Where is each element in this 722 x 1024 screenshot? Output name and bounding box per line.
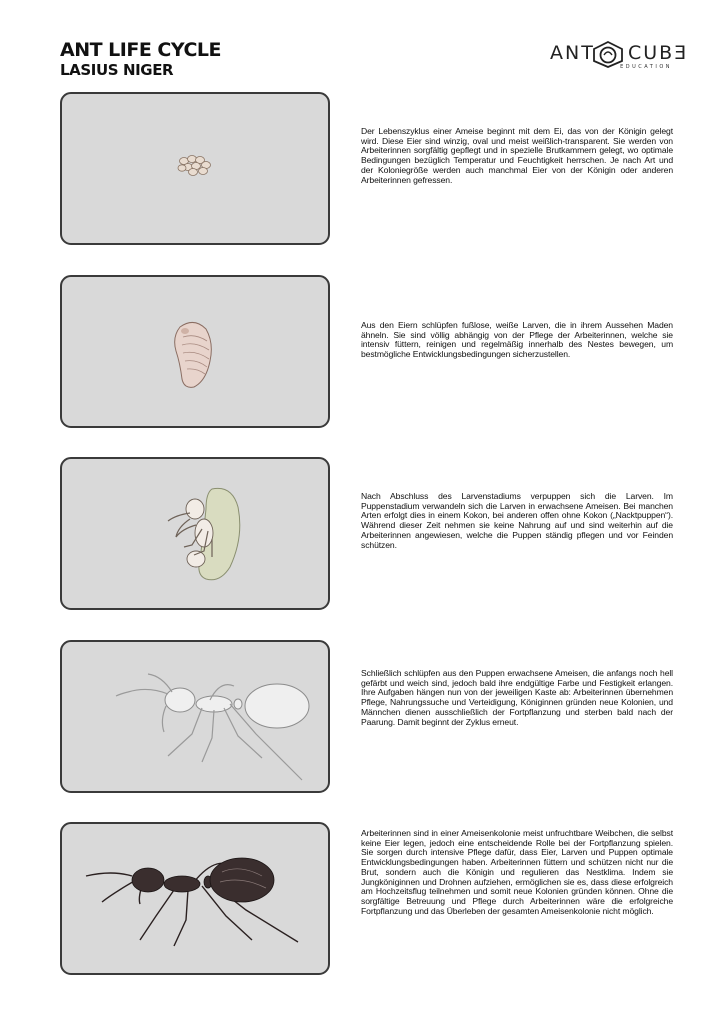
page-title: ANT LIFE CYCLE — [60, 39, 221, 61]
larva-icon — [62, 277, 328, 426]
logo-tagline: EDUCATION — [620, 64, 672, 70]
stage-callow-adult-text: Schließlich schlüpfen aus den Puppen erwachsene Ameisen, die anfangs noch hell gefärbt und weich sind, jedoch bald ihre endgültige Farbe und Festigkeit erlangen. Ihre Aufgaben hängen nun von der jeweiligen Kaste ab: Arbeiterinnen übernehmen Pflege, Nahrungssuche und Verteidigung, Königinnen gründen neue Kolonien, und Männchen dienen ausschließlich der Fortpflanzung und sterben bald nach der Paarung. Damit beginnt der Zyklus erneut. — [361, 668, 673, 727]
stage-larva-text: Aus den Eiern schlüpfen fußlose, weiße Larven, die in ihrem Aussehen Maden ähneln. Sie sind völlig abhängig von der Pflege der Arbeiterinnen, welche sie intensiv füttern, reinigen und regelmäßig innerhalb des Nestes bewegen, um bestmögliche Entwicklungsbedingungen sicherzustellen. — [361, 320, 673, 360]
stage-pupa-text: Nach Abschluss des Larvenstadiums verpuppen sich die Larven. Im Puppenstadium verwandeln sich die Larven in erwachsene Ameisen. Bei manchen Arten erfolgt dies in einem Kokon, bei anderen offen ohne Kokon („Nacktpuppen“). Während dieser Zeit nehmen sie keine Nahrung auf und sind weiterhin auf die Arbeiterinnen angewiesen, welche die Puppen ständig pflegen und vor Feinden schützen. — [361, 491, 673, 550]
stage-larva-image — [60, 275, 330, 428]
stage-pupa-image — [60, 457, 330, 610]
title-block — [60, 40, 221, 79]
page-subtitle: LASIUS NIGER — [60, 61, 174, 79]
stage-worker-text: Arbeiterinnen sind in einer Ameisenkolonie meist unfruchtbare Weibchen, die selbst keine Eier legen, jedoch eine entscheidende Rolle bei der Fortpflanzung spielen. Sie sorgen durch intensive Pflege dafür, dass Eier, Larven und Puppen optimale Entwicklungsbedingungen haben. Arbeiterinnen füttern und schützen nicht nur die Brut, sondern auch die Königin und regulieren das Nestklima. Indem sie Jungköniginnen und Drohnen aufziehen, ermöglichen sie es, dass diese erfolgreich am Hochzeitsflug teilnehmen und somit neue Kolonien gründen können. Ohne die sorgfältige Betreuung und Pflege durch Arbeiterinnen wäre die erfolgreiche Fortpflanzung und das Überleben der gesamten Ameisenkolonie nicht möglich. — [361, 828, 673, 916]
stage-egg-text: Der Lebenszyklus einer Ameise beginnt mit dem Ei, das von der Königin gelegt wird. Diese Eier sind winzig, oval und meist weißlich-transparent. Sie werden von Arbeiterinnen sorgfältig gepflegt und in spezielle Brutkammern gelegt, wo optimale Bedingungen bezüglich Temperatur und Feuchtigkeit herrschen. Je nach Art und der Koloniegröße werden auch manchmal Eier von der Königin oder anderen Arbeiterinnen gefressen. — [361, 126, 673, 185]
stage-callow-adult-image — [60, 640, 330, 793]
antcube-logo — [548, 40, 689, 74]
stage-worker-image — [60, 822, 330, 975]
egg-cluster-icon — [62, 94, 328, 243]
logo-text-right: CUBƎ — [628, 42, 689, 64]
logo-text-left: ANT — [550, 42, 595, 64]
pupa-cocoon-icon — [62, 459, 328, 608]
stage-egg-image — [60, 92, 330, 245]
worker-ant-icon — [62, 824, 328, 973]
callow-ant-icon — [62, 642, 328, 791]
